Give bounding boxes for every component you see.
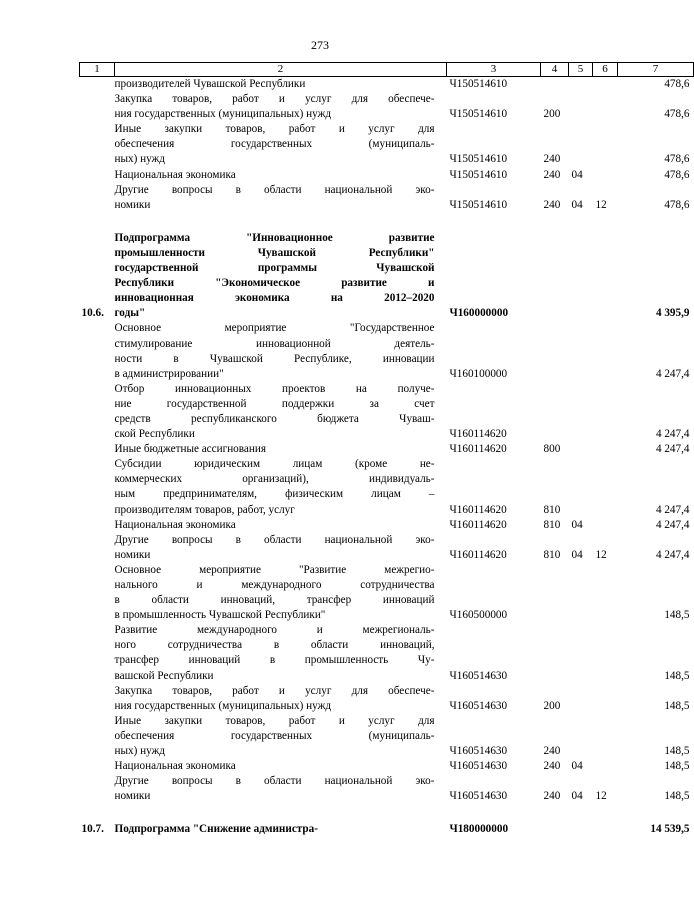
section-code — [569, 321, 593, 381]
item-description — [115, 518, 447, 533]
item-number — [80, 77, 115, 93]
table-row — [80, 684, 694, 714]
spacer-cell — [115, 804, 447, 822]
header-col-1: 1 — [80, 63, 115, 77]
section-code: 04 — [571, 760, 583, 773]
spacer-cell — [80, 213, 115, 231]
description-line: коммерческих организаций), индивидуаль- — [114, 473, 435, 486]
header-col-2: 2 — [115, 63, 447, 77]
description-line: в области инноваций, трансфер инноваций — [114, 594, 435, 607]
expense-type-code: 810 — [543, 503, 561, 516]
section-code: 04 — [571, 198, 583, 211]
subsection-code — [593, 759, 618, 774]
subsection-code — [593, 822, 618, 837]
description-line: номики — [114, 790, 151, 803]
description-line: Отбор инновационных проектов на получе- — [114, 382, 435, 395]
amount: 478,6 — [664, 108, 690, 121]
table-row — [80, 759, 694, 774]
section-code — [569, 231, 593, 322]
table-row — [80, 533, 694, 563]
item-number — [80, 92, 115, 122]
subsection-code — [593, 77, 618, 93]
amount: 4 395,9 — [655, 307, 690, 320]
description-line: Национальная экономика — [114, 168, 236, 181]
subsection-code — [593, 122, 618, 167]
spacer-cell — [115, 213, 447, 231]
table-row — [80, 77, 694, 93]
description-line: Другие вопросы в области национальной эко- — [114, 533, 435, 546]
item-description — [115, 457, 447, 517]
item-description — [115, 92, 447, 122]
target-article-code: Ч150514610 — [449, 168, 508, 181]
item-description — [115, 122, 447, 167]
item-number — [80, 122, 115, 167]
table-row — [80, 168, 694, 183]
table-row — [80, 231, 694, 322]
description-line: Национальная экономика — [114, 518, 236, 531]
description-line: Развитие международного и межрегиональ- — [114, 624, 435, 637]
description-line: Другие вопросы в области национальной эко- — [114, 775, 435, 788]
description-line: промышленности Чувашской Республики" — [114, 246, 435, 259]
section-code: 04 — [571, 790, 583, 803]
description-line: Основное мероприятие "Развитие межрегио- — [114, 563, 435, 576]
subsection-code: 12 — [595, 790, 607, 803]
item-description — [115, 774, 447, 804]
description-line: производителям товаров, работ, услуг — [114, 503, 295, 516]
expense-type-code: 240 — [543, 790, 561, 803]
section-code — [569, 382, 593, 442]
item-description — [115, 759, 447, 774]
budget-table — [79, 62, 694, 838]
expense-type-code: 240 — [543, 153, 561, 166]
table-row — [80, 623, 694, 683]
target-article-code: Ч160514630 — [449, 790, 508, 803]
target-article-code: Ч160100000 — [449, 367, 508, 380]
spacer-cell — [541, 804, 569, 822]
target-article-code: Ч160114620 — [449, 548, 507, 561]
table-row — [80, 774, 694, 804]
amount: 4 247,4 — [655, 518, 690, 531]
item-number — [80, 321, 115, 381]
target-article-code: Ч160514630 — [449, 669, 508, 682]
item-number — [80, 457, 115, 517]
spacer-cell — [541, 213, 569, 231]
subsection-code — [593, 457, 618, 517]
item-description — [115, 442, 447, 457]
section-code — [569, 77, 593, 93]
subsection-code — [593, 518, 618, 533]
table-row — [80, 457, 694, 517]
item-number — [80, 183, 115, 213]
item-description — [115, 183, 447, 213]
header-col-5: 5 — [569, 63, 593, 77]
subsection-code — [593, 563, 618, 623]
spacer-row — [80, 804, 694, 822]
item-description — [115, 684, 447, 714]
section-code — [569, 623, 593, 683]
section-code: 04 — [571, 168, 583, 181]
target-article-code: Ч150514610 — [449, 153, 508, 166]
description-line: Подпрограмма "Снижение администра- — [114, 823, 318, 836]
table-row — [80, 518, 694, 533]
description-line: ской Республики — [114, 428, 195, 441]
expense-type-code: 800 — [543, 443, 561, 456]
target-article-code: Ч160514630 — [449, 760, 508, 773]
subsection-code — [593, 92, 618, 122]
item-description — [115, 382, 447, 442]
amount: 4 247,4 — [655, 428, 690, 441]
target-article-code: Ч160000000 — [449, 307, 509, 320]
description-line: трансфер инноваций в промышленность Чу- — [114, 654, 435, 667]
description-line: государственной программы Чувашской — [114, 262, 435, 275]
header-col-7: 7 — [618, 63, 694, 77]
item-number — [80, 168, 115, 183]
target-article-code: Ч150514610 — [449, 108, 508, 121]
expense-type-code: 240 — [543, 168, 561, 181]
subsection-code — [593, 442, 618, 457]
spacer-cell — [618, 213, 694, 231]
header-col-4: 4 — [541, 63, 569, 77]
description-line: ного сотрудничества в области инноваций, — [114, 639, 435, 652]
table-row — [80, 92, 694, 122]
description-line: ности в Чувашской Республике, инновации — [114, 352, 435, 365]
spacer-cell — [569, 804, 593, 822]
description-line: обеспечения государственных (муниципаль- — [114, 729, 435, 742]
expense-type-code — [541, 822, 569, 837]
description-line: ным предпринимателям, физическим лицам – — [114, 488, 435, 501]
expense-type-code — [541, 382, 569, 442]
amount: 148,5 — [664, 669, 690, 682]
expense-type-code: 240 — [543, 760, 561, 773]
header-row — [80, 63, 694, 77]
description-line: Национальная экономика — [114, 760, 236, 773]
description-line: номики — [114, 548, 151, 561]
subsection-code — [593, 231, 618, 322]
spacer-cell — [593, 213, 618, 231]
target-article-code: Ч160514630 — [449, 745, 508, 758]
description-line: Другие вопросы в области национальной эко- — [114, 183, 435, 196]
section-code: 04 — [571, 518, 583, 531]
section-code — [569, 442, 593, 457]
subsection-code: 12 — [595, 198, 607, 211]
description-line: средств республиканского бюджета Чуваш- — [114, 412, 435, 425]
spacer-cell — [447, 213, 541, 231]
header-col-3: 3 — [447, 63, 541, 77]
item-number — [80, 442, 115, 457]
expense-type-code: 200 — [543, 699, 561, 712]
expense-type-code — [541, 623, 569, 683]
expense-type-code: 200 — [543, 108, 561, 121]
amount: 148,5 — [664, 760, 690, 773]
target-article-code: Ч180000000 — [449, 823, 509, 836]
item-description — [115, 623, 447, 683]
amount: 148,5 — [664, 609, 690, 622]
item-description — [115, 714, 447, 759]
expense-type-code — [541, 77, 569, 93]
description-line: ние государственной поддержки за счет — [114, 397, 435, 410]
amount: 4 247,4 — [655, 503, 690, 516]
description-line: Республики "Экономическое развитие и — [114, 277, 435, 290]
subsection-code — [593, 714, 618, 759]
item-number — [80, 623, 115, 683]
item-number — [80, 714, 115, 759]
item-number — [80, 563, 115, 623]
table-row — [80, 321, 694, 381]
item-description — [115, 231, 447, 322]
description-line: Подпрограмма "Инновационное развитие — [114, 231, 435, 244]
section-code — [569, 822, 593, 837]
section-code — [569, 457, 593, 517]
item-number — [80, 684, 115, 714]
description-line: в промышленность Чувашской Республики" — [114, 609, 326, 622]
spacer-cell — [447, 804, 541, 822]
description-line: ния государственных (муниципальных) нужд — [114, 108, 332, 121]
item-number — [80, 533, 115, 563]
description-line: Основное мероприятие "Государственное — [114, 322, 435, 335]
table-row — [80, 442, 694, 457]
amount: 148,5 — [664, 790, 690, 803]
expense-type-code: 810 — [543, 518, 561, 531]
item-description — [115, 321, 447, 381]
subsection-code — [593, 382, 618, 442]
target-article-code: Ч150514610 — [449, 78, 508, 90]
item-number — [80, 518, 115, 533]
spacer-cell — [80, 804, 115, 822]
section-code — [569, 684, 593, 714]
target-article-code: Ч160114620 — [449, 428, 507, 441]
amount: 4 247,4 — [655, 367, 690, 380]
target-article-code: Ч160514630 — [449, 699, 508, 712]
header-col-6: 6 — [593, 63, 618, 77]
target-article-code: Ч160114620 — [449, 503, 507, 516]
spacer-cell — [618, 804, 694, 822]
amount: 478,6 — [664, 198, 690, 211]
description-line: инновационная экономика на 2012–2020 — [114, 292, 435, 305]
amount: 478,6 — [664, 78, 690, 90]
description-line: Закупка товаров, работ и услуг для обеспече- — [114, 684, 435, 697]
description-line: Закупка товаров, работ и услуг для обеспече- — [114, 93, 435, 106]
subsection-code: 12 — [595, 548, 607, 561]
table-row — [80, 822, 694, 837]
item-number: 10.6. — [81, 307, 104, 320]
spacer-row — [80, 213, 694, 231]
amount: 14 539,5 — [650, 823, 690, 836]
expense-type-code — [541, 563, 569, 623]
item-description — [115, 77, 447, 93]
item-description — [115, 563, 447, 623]
amount: 4 247,4 — [655, 548, 690, 561]
description-line: в администрировании" — [114, 367, 224, 380]
description-line: годы" — [114, 307, 146, 320]
target-article-code: Ч160500000 — [449, 609, 508, 622]
amount: 148,5 — [664, 745, 690, 758]
amount: 148,5 — [664, 699, 690, 712]
subsection-code — [593, 684, 618, 714]
section-code — [569, 122, 593, 167]
table-row — [80, 183, 694, 213]
target-article-code: Ч150514610 — [449, 198, 508, 211]
item-number: 10.7. — [81, 823, 104, 836]
item-number — [80, 382, 115, 442]
expense-type-code: 810 — [543, 548, 561, 561]
expense-type-code: 240 — [543, 198, 561, 211]
description-line: номики — [114, 198, 151, 211]
description-line: вашской Республики — [114, 669, 214, 682]
table-row — [80, 563, 694, 623]
expense-type-code — [541, 231, 569, 322]
target-article-code: Ч160114620 — [449, 518, 507, 531]
description-line: ных) нужд — [114, 745, 165, 758]
section-code — [569, 92, 593, 122]
description-line: Иные закупки товаров, работ и услуг для — [114, 123, 435, 136]
description-line: нального и международного сотрудничества — [114, 579, 435, 591]
description-line: обеспечения государственных (муниципаль- — [114, 138, 435, 151]
item-description — [115, 533, 447, 563]
description-line: стимулирование инновационной деятель- — [114, 337, 435, 350]
table-row — [80, 122, 694, 167]
subsection-code — [593, 321, 618, 381]
item-number — [80, 759, 115, 774]
spacer-cell — [593, 804, 618, 822]
subsection-code — [593, 168, 618, 183]
page-number: 273 — [311, 38, 329, 52]
description-line: Субсидии юридическим лицам (кроме не- — [114, 458, 435, 471]
amount: 478,6 — [664, 168, 690, 181]
subsection-code — [593, 623, 618, 683]
table-row — [80, 714, 694, 759]
target-article-code: Ч160114620 — [449, 443, 507, 456]
section-code: 04 — [571, 548, 583, 561]
table-row — [80, 382, 694, 442]
item-description — [115, 822, 447, 837]
amount: 4 247,4 — [655, 443, 690, 456]
section-code — [569, 563, 593, 623]
section-code — [569, 714, 593, 759]
spacer-cell — [569, 213, 593, 231]
amount: 478,6 — [664, 153, 690, 166]
expense-type-code: 240 — [543, 745, 561, 758]
expense-type-code — [541, 321, 569, 381]
item-number — [80, 774, 115, 804]
description-line: Иные бюджетные ассигнования — [114, 443, 266, 456]
description-line: производителей Чувашской Республики — [114, 78, 306, 90]
description-line: ных) нужд — [114, 153, 165, 166]
description-line: ния государственных (муниципальных) нужд — [114, 699, 332, 712]
description-line: Иные закупки товаров, работ и услуг для — [114, 714, 435, 727]
item-description — [115, 168, 447, 183]
